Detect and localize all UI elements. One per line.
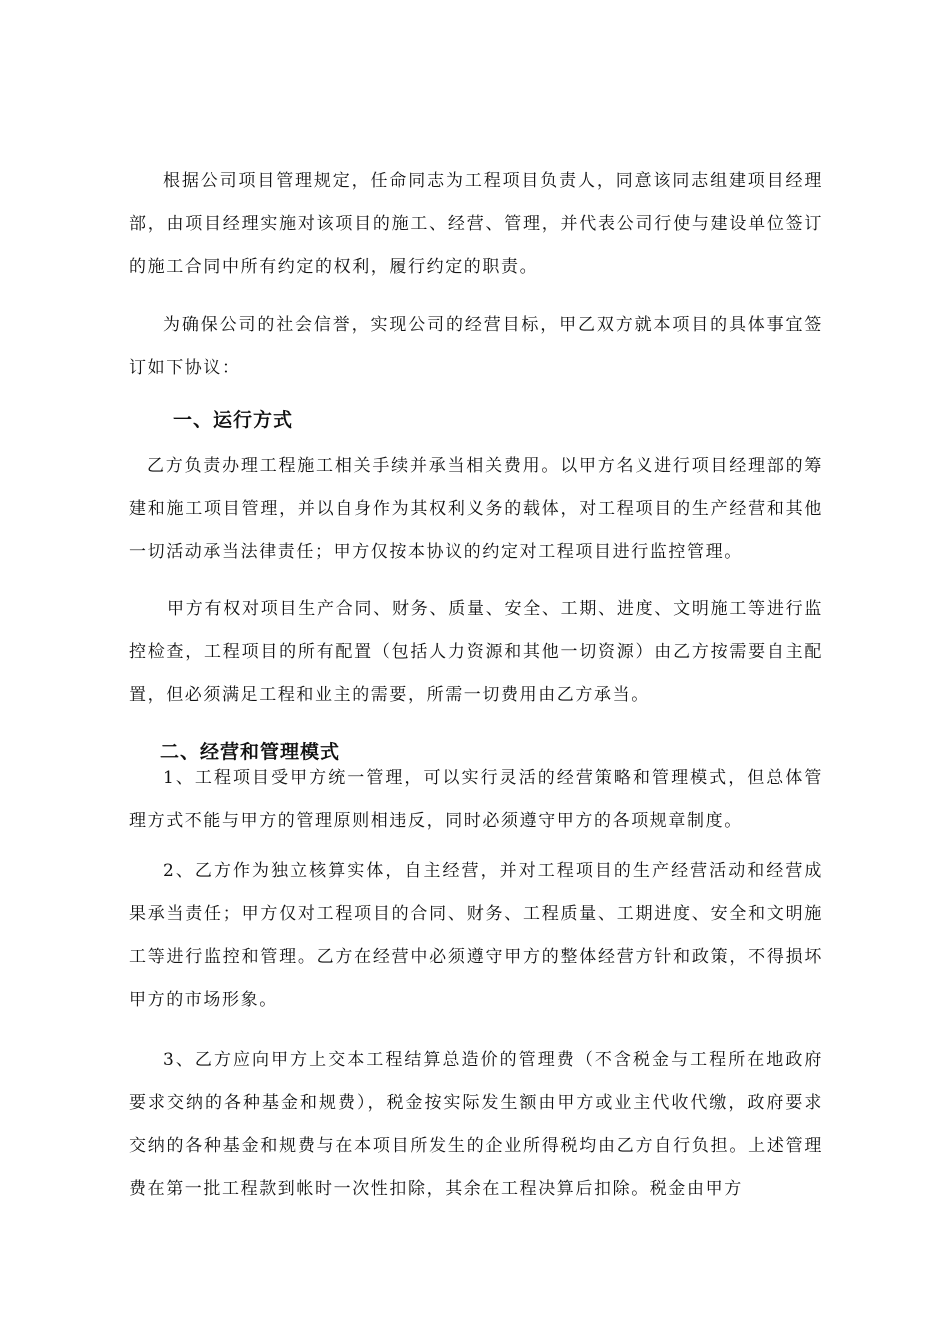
paragraph-purpose: 为确保公司的社会信誉，实现公司的经营目标，甲乙双方就本项目的具体事宜签订如下协议： (129, 315, 823, 378)
section-heading-management-mode: 二、经营和管理模式 (160, 741, 341, 763)
paragraph-appointment: 根据公司项目管理规定，任命同志为工程项目负责人，同意该同志组建项目经理部，由项目经理实施对该项目的施工、经营、管理，并代表公司行使与建设单位签订的施工合同中所有约定的权利，履行约定的职责。 (129, 171, 823, 277)
paragraph-operation-supervision: 甲方有权对项目生产合同、财务、质量、安全、工期、进度、文明施工等进行监控检查，工程项目的所有配置（包括人力资源和其他一切资源）由乙方按需要自主配置，但必须满足工程和业主的需要，所需一切费用由乙方承当。 (129, 599, 823, 705)
paragraph-operation-responsibility: 乙方负责办理工程施工相关手续并承当相关费用。以甲方名义进行项目经理部的筹建和施工项目管理，并以自身作为其权利义务的载体，对工程项目的生产经营和其他一切活动承当法律责任；甲方仅按本协议的约定对工程项目进行监控管理。 (129, 456, 823, 562)
paragraph-management-item-3: 3、乙方应向甲方上交本工程结算总造价的管理费（不含税金与工程所在地政府要求交纳的各种基金和规费），税金按实际发生额由甲方或业主代收代缴，政府要求交纳的各种基金和规费与在本项目所发生的企业所得税均由乙方自行负担。上述管理费在第一批工程款到帐时一次性扣除，其余在工程决算后扣除。税金由甲方 (129, 1050, 823, 1199)
paragraph-management-item-1: 1、工程项目受甲方统一管理，可以实行灵活的经营策略和管理模式，但总体管理方式不能与甲方的管理原则相违反，同时必须遵守甲方的各项规章制度。 (129, 768, 823, 831)
section-heading-operation-mode: 一、运行方式 (173, 409, 294, 431)
paragraph-management-item-2: 2、乙方作为独立核算实体，自主经营，并对工程项目的生产经营活动和经营成果承当责任；甲方仅对工程项目的合同、财务、工程质量、工期进度、安全和文明施工等进行监控和管理。乙方在经营中必须遵守甲方的整体经营方针和政策，不得损坏甲方的市场形象。 (129, 861, 823, 1010)
